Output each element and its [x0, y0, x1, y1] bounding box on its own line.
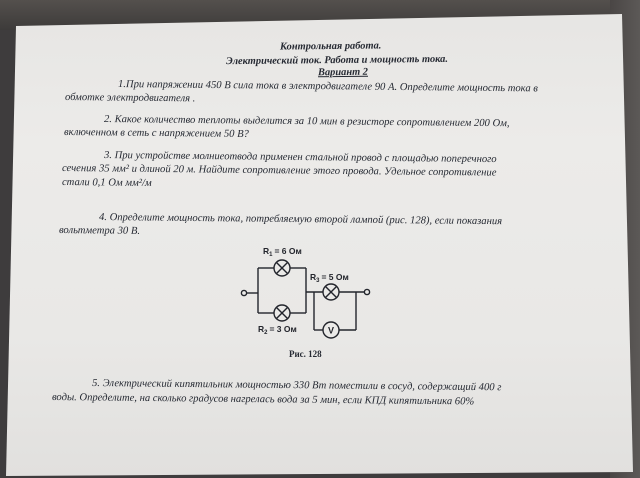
task-1-line-1: 1.При напряжении 450 В сила тока в электродвигателе 90 А. Определите мощность тока в — [117, 79, 538, 95]
task-5-line-1: 5. Электрический кипятильник мощностью 330 Вт поместили в сосуд, содержащий 400 г — [91, 378, 502, 394]
r3-label: $R_3 = 5$ Ом — [310, 272, 349, 284]
task-2-line-1: 2. Какое количество теплоты выделится за 10 мин в резисторе сопротивлением 200 Ом, — [103, 114, 510, 130]
variant-label: Вариант 2 — [317, 66, 369, 79]
task-4-line-2: вольтметра 30 В. — [58, 225, 141, 237]
right-terminal — [364, 289, 369, 294]
task-1-line-2: обмотке электродвигателя . — [64, 92, 196, 105]
document-subtitle: Электрический ток. Работа и мощность тока. — [225, 53, 449, 68]
left-terminal — [241, 290, 246, 295]
task-4-line-1: 4. Определите мощность тока, потребляемую второй лампой (рис. 128), если показания — [98, 212, 503, 228]
lamp-1-icon — [274, 260, 290, 276]
task-3-line-3: стали 0,1 Ом мм²/м — [61, 177, 152, 189]
r2-label: $R_2 = 3$ Ом — [258, 324, 297, 336]
lamp-2-icon — [274, 305, 290, 321]
task-3-line-1: 3. При устройстве молниеотвода применен стальной провод с площадью поперечного — [103, 150, 497, 166]
voltmeter-icon — [323, 322, 339, 338]
task-3-line-2: сечения 35 мм² и длиной 20 м. Найдите сопротивление этого провода. Удельное сопротивление — [61, 163, 497, 179]
task-2-line-2: включенном в сеть с напряжением 50 В? — [63, 127, 249, 140]
voltmeter-label: V — [327, 325, 335, 336]
r1-label: $R_1 = 6$ Ом — [263, 246, 302, 258]
figure-caption: Рис. 128 — [289, 349, 322, 359]
document-title: Контрольная работа. — [279, 40, 382, 53]
lamp-3-icon — [323, 284, 339, 300]
task-5-line-2: воды. Определите, на сколько градусов нагрелась вода за 5 мин, если КПД кипятильника 60% — [51, 392, 475, 408]
